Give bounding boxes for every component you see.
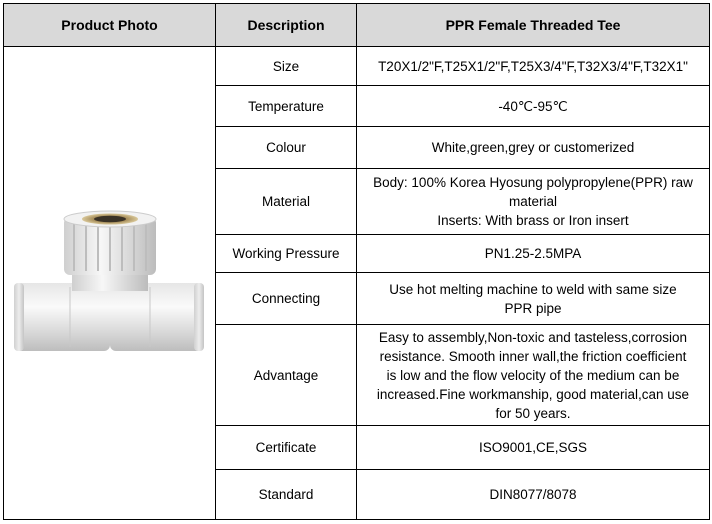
- row-label: Standard: [216, 470, 357, 520]
- row-label: Advantage: [216, 325, 357, 426]
- row-label: Connecting: [216, 273, 357, 325]
- table-row: [4, 47, 710, 86]
- row-value: Body: 100% Korea Hyosung polypropylene(PPR) raw material Inserts: With brass or Iron insert: [357, 169, 710, 235]
- row-label: Working Pressure: [216, 235, 357, 273]
- header-description: Description: [216, 4, 357, 47]
- row-value: White,green,grey or customerized: [357, 127, 710, 169]
- row-value: ISO9001,CE,SGS: [357, 426, 710, 470]
- row-value: Easy to assembly,Non-toxic and tasteless,corrosion resistance. Smooth inner wall,the friction coefficient is low and the flow velocity of the medium can be increased.Fine workmanship, good material,can use for 50 years.: [357, 325, 710, 426]
- row-label: Colour: [216, 127, 357, 169]
- row-value: Use hot melting machine to weld with same size PPR pipe: [357, 273, 710, 325]
- row-value: -40℃-95℃: [357, 86, 710, 127]
- row-value: PN1.25-2.5MPA: [357, 235, 710, 273]
- spec-table: [3, 3, 710, 520]
- row-value: DIN8077/8078: [357, 470, 710, 520]
- header-row: [4, 4, 710, 47]
- row-value: T20X1/2"F,T25X1/2"F,T25X3/4"F,T32X3/4"F,T32X1": [357, 47, 710, 86]
- row-label: Material: [216, 169, 357, 235]
- row-label: Size: [216, 47, 357, 86]
- row-label: Certificate: [216, 426, 357, 470]
- product-photo-cell: [4, 47, 216, 520]
- header-product-name: PPR Female Threaded Tee: [357, 4, 710, 47]
- header-product-photo: Product Photo: [4, 4, 216, 47]
- row-label: Temperature: [216, 86, 357, 127]
- ppr-female-threaded-tee-image: [10, 183, 210, 383]
